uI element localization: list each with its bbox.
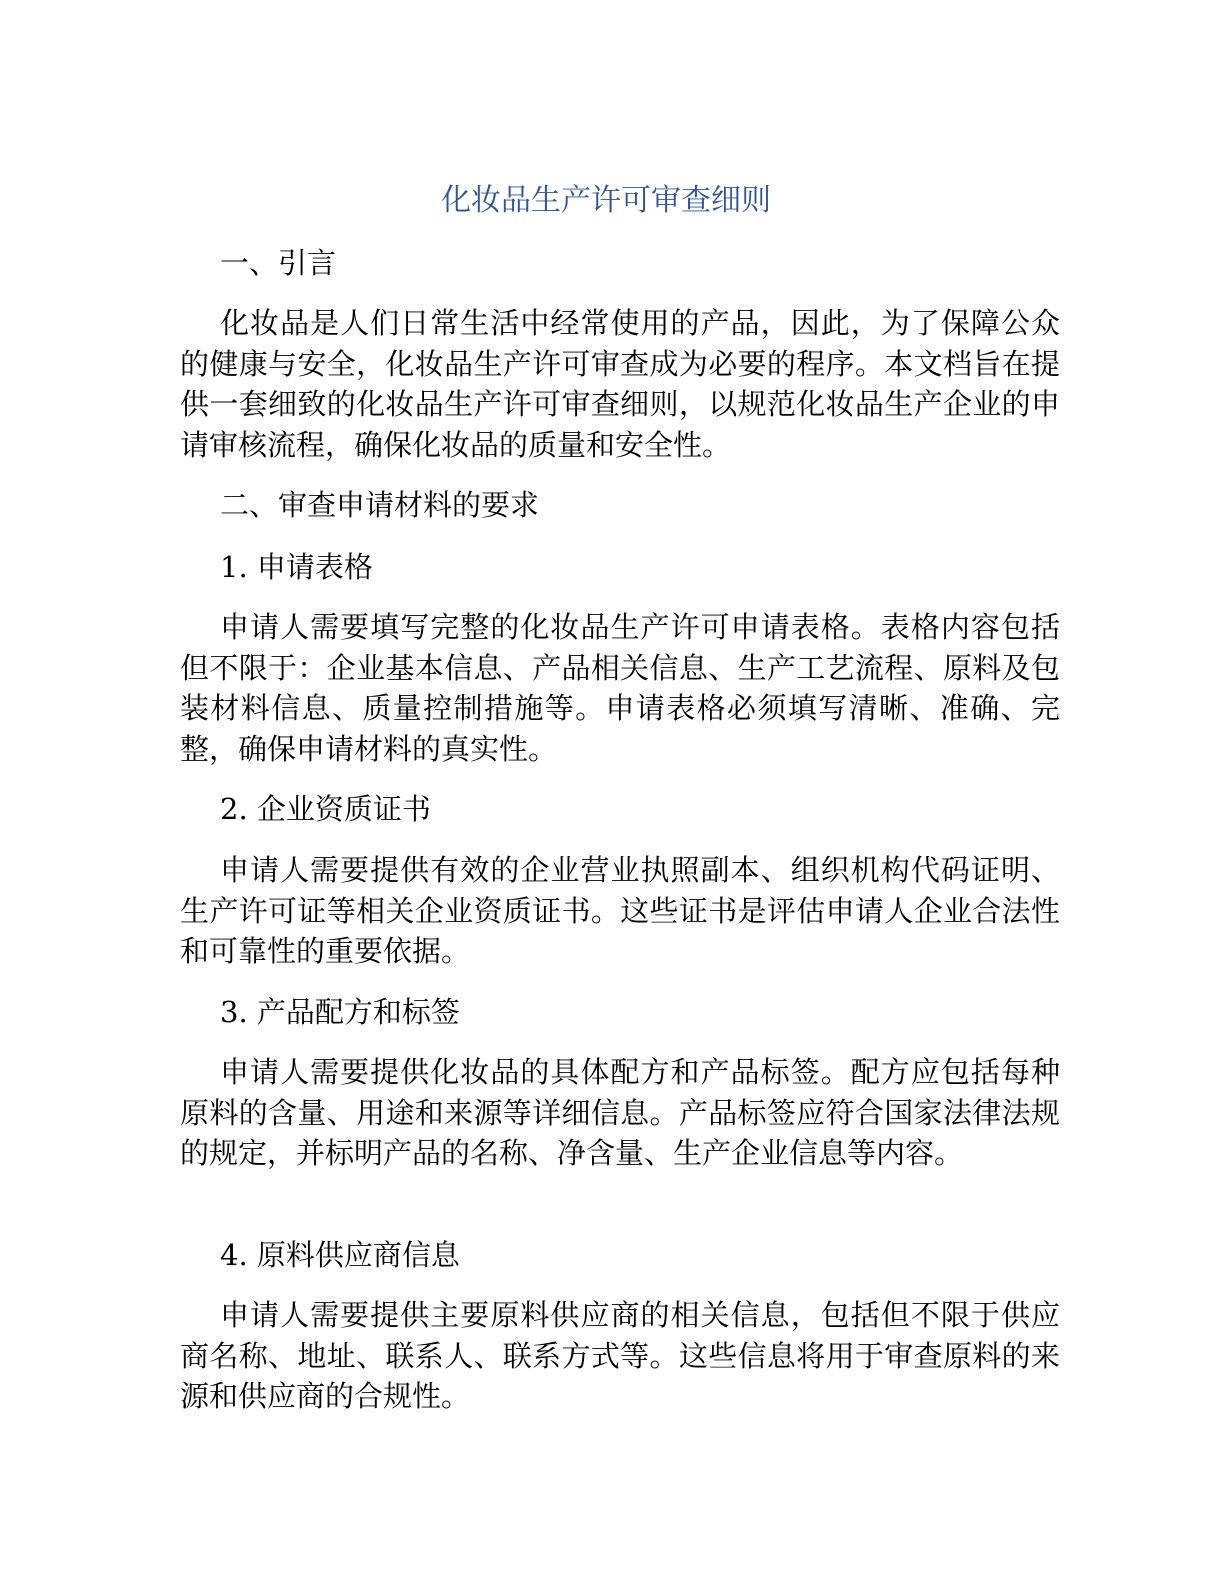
paragraph-qualification-certificates: 申请人需要提供有效的企业营业执照副本、组织机构代码证明、生产许可证等相关企业资质证书。这些证书是评估申请人企业合法性和可靠性的重要依据。 [180, 853, 1060, 968]
subheading-application-form: 1. 申请表格 [220, 550, 373, 584]
paragraph-application-form: 申请人需要填写完整的化妆品生产许可申请表格。表格内容包括但不限于：企业基本信息、产品相关信息、生产工艺流程、原料及包装材料信息、质量控制措施等。申请表格必须填写清晰、准确、完整，确保申请材料的真实性。 [180, 610, 1060, 766]
section-heading-intro: 一、引言 [220, 246, 337, 280]
document-title: 化妆品生产许可审查细则 [441, 183, 771, 218]
paragraph-supplier-info: 申请人需要提供主要原料供应商的相关信息，包括但不限于供应商名称、地址、联系人、联系方式等。这些信息将用于审查原料的来源和供应商的合规性。 [180, 1298, 1060, 1413]
section-heading-requirements: 二、审查申请材料的要求 [220, 488, 540, 522]
paragraph-intro: 化妆品是人们日常生活中经常使用的产品，因此，为了保障公众的健康与安全，化妆品生产许可审查成为必要的程序。本文档旨在提供一套细致的化妆品生产许可审查细则，以规范化妆品生产企业的申请审核流程，确保化妆品的质量和安全性。 [180, 306, 1060, 462]
paragraph-formula-and-label: 申请人需要提供化妆品的具体配方和产品标签。配方应包括每种原料的含量、用途和来源等详细信息。产品标签应符合国家法律法规的规定，并标明产品的名称、净含量、生产企业信息等内容。 [180, 1055, 1060, 1170]
subheading-qualification-certificates: 2. 企业资质证书 [220, 792, 431, 826]
subheading-formula-and-label: 3. 产品配方和标签 [220, 995, 460, 1029]
subheading-supplier-info: 4. 原料供应商信息 [220, 1238, 460, 1272]
